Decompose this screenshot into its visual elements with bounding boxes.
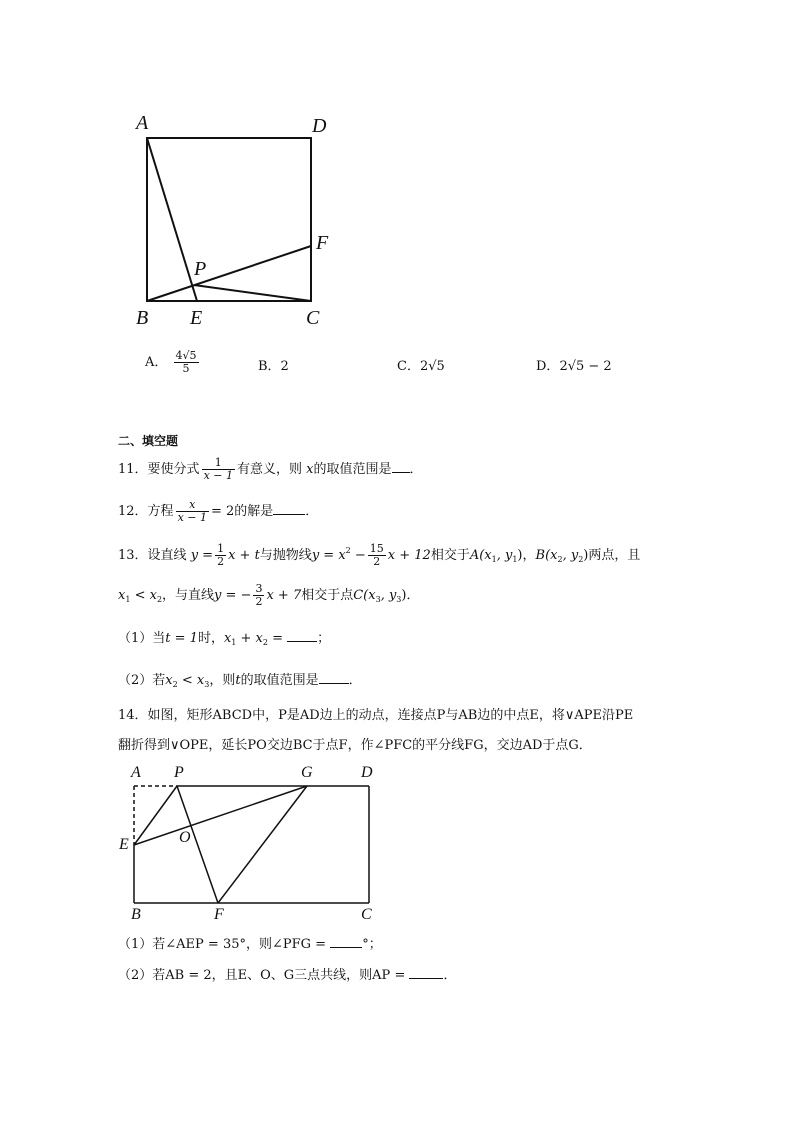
fig2-label-b: B — [131, 906, 141, 923]
fig1-label-c: C — [306, 307, 320, 329]
fig1-label-a: A — [136, 112, 149, 134]
question-13-line2: $x_1 < x_2$，与直线y = − $\frac{3}{2}$ x + 7相交于点$C(x_3$, $y_3$)． — [118, 582, 420, 608]
answer-blank-14-2[interactable] — [409, 966, 443, 979]
answer-blank-12[interactable] — [273, 502, 305, 515]
figure-rectangle-abcd — [120, 770, 390, 920]
segment-eg — [134, 786, 307, 845]
question-13-line1: 13．设直线 y = $\frac{1}{2}$ x + t与抛物线$y = x^2$ − $\frac{15}{2}$ x + 12相交于$A(x_1$, $y_1$)，$B(x_2$, $y_2$)两点，且 — [118, 542, 641, 568]
fig2-label-d: D — [361, 764, 373, 781]
fig1-label-f: F — [316, 232, 329, 254]
answer-blank-11[interactable] — [392, 460, 410, 473]
fig1-label-b: B — [136, 307, 149, 329]
fig2-label-p: P — [174, 764, 184, 781]
option-b: B．2 — [258, 359, 289, 374]
option-c: C．2√5 — [397, 359, 445, 374]
fig2-label-c: C — [361, 906, 372, 923]
fig2-label-f: F — [214, 906, 224, 923]
fig1-label-d: D — [312, 115, 327, 137]
question-12: 12．方程 $\frac{x}{x - 1}$ = 2的解是 ． — [118, 498, 319, 524]
segment-gf — [218, 786, 307, 903]
question-14-part1: （1）若∠AEP = 35°，则∠PFG = °； — [118, 937, 382, 952]
fig1-label-p: P — [194, 258, 207, 280]
figure-square-abcd — [130, 110, 350, 340]
question-11: 11．要使分式 $\frac{1}{x - 1}$ 有意义，则 x的取值范围是 ． — [118, 456, 423, 482]
option-a-denominator: 5 — [182, 362, 190, 375]
answer-blank-14-1[interactable] — [330, 935, 362, 948]
question-13-part2: （2）若$x_2 < x_3$，则t的取值范围是 ． — [118, 673, 362, 689]
fig2-label-g: G — [301, 764, 313, 781]
answer-blank-13-2[interactable] — [319, 671, 349, 684]
question-13-part1: （1）当t = 1时，$x_1 + x_2$ = ； — [118, 631, 331, 647]
option-a: A． $\frac{4√5}{5}$ — [145, 349, 197, 375]
segment-pe — [134, 786, 177, 845]
fig2-label-e: E — [119, 836, 129, 853]
question-14-part2: （2）若AB = 2，且E、O、G三点共线，则AP = ． — [118, 968, 457, 983]
segment-pc — [194, 285, 311, 301]
segment-bf — [147, 246, 311, 301]
fig1-label-e: E — [190, 307, 203, 329]
option-a-numerator: 4√5 — [175, 349, 197, 362]
answer-blank-13-1[interactable] — [287, 629, 317, 642]
question-14-line1: 14．如图，矩形ABCD中，P是AD边上的动点，连接点P与AB边的中点E，将∨APE沿PE — [118, 708, 634, 723]
segment-ae — [147, 138, 197, 301]
section-title: 二、填空题 — [118, 434, 179, 448]
fig2-label-o: O — [179, 829, 191, 846]
question-14-line2: 翻折得到∨OPE，延长PO交边BC于点F，作∠PFC的平分线FG，交边AD于点G． — [118, 738, 592, 753]
fig2-label-a: A — [131, 764, 141, 781]
option-d: D．2√5 − 2 — [536, 359, 612, 374]
